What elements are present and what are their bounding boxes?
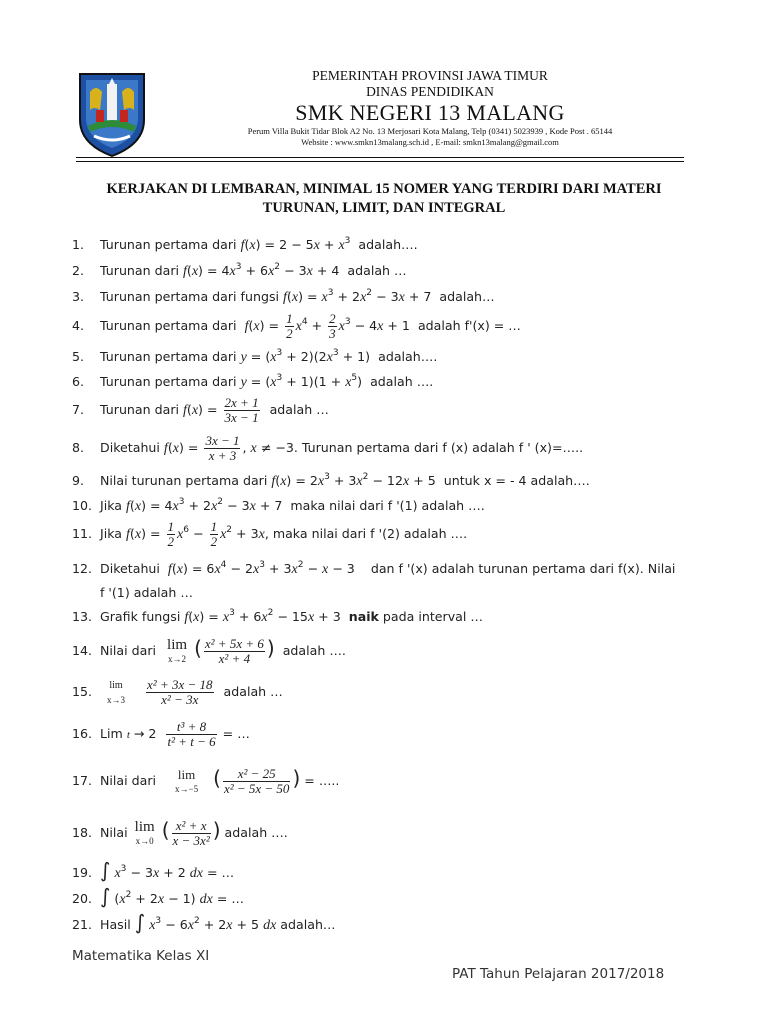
instruction-heading: KERJAKAN DI LEMBARAN, MINIMAL 15 NOMER YANG TERDIRI DARI MATERI TURUNAN, LIMIT, DAN INTEGRAL — [106, 181, 662, 216]
school-address: Perum Villa Bukit Tidar Blok A2 No. 13 Merjosari Kota Malang, Telp (0341) 5023939 , Kode Post . 65144 — [247, 126, 613, 136]
question-12-continuation: f '(1) adalah … — [100, 585, 193, 600]
header-rule-thick — [76, 157, 684, 158]
question-2: 2. Turunan dari $f(x) = 4x^3 + 6x^2 - 3x + 4$ adalah … — [72, 262, 407, 279]
question-21: 21. Hasil ∫ $x^3 - 6x^2 + 2x + 5$ dx adalah… — [72, 910, 336, 934]
letterhead — [150, 68, 710, 148]
question-8: 8. Diketahui f(x) = $\frac{3x - 1}{x + 3}$ , x ≠ −3. Turunan pertama dari f (x) adalah f ' (x)=….. — [72, 433, 584, 463]
department-title: DINAS PENDIDIKAN — [366, 84, 494, 99]
provincial-emblem-logo — [76, 70, 148, 158]
question-1: 1. Turunan pertama dari $f(x) = 2 - 5x + x^3$ adalah…. — [72, 236, 418, 253]
header-rule-thin — [76, 161, 684, 162]
footer-exam-year: PAT Tahun Pelajaran 2017/2018 — [452, 966, 665, 982]
gov-title: PEMERINTAH PROVINSI JAWA TIMUR — [312, 68, 548, 83]
footer-subject: Matematika Kelas XI — [72, 948, 210, 964]
question-10: 10. Jika $f(x) = 4x^3 + 2x^2 - 3x + 7$ maka nilai dari f '(1) adalah …. — [72, 497, 485, 514]
school-name: SMK NEGERI 13 MALANG — [295, 100, 565, 125]
question-13: 13. Grafik fungsi $f(x) = x^3 + 6x^2 - 15x + 3$ naik pada interval … — [72, 608, 483, 625]
question-7: 7. Turunan dari f(x) = $\frac{2x + 1}{3x - 1}$ adalah … — [72, 395, 329, 425]
question-20: 20. ∫ $(x^2 + 2x - 1)$ dx = … — [72, 884, 244, 908]
question-18: 18. Nilai lim x→0 ( $\frac{\text{x² + x}}{\text{x − 3x²}}$ ) adalah …. — [72, 818, 288, 848]
question-9: 9. Nilai turunan pertama dari $f(x) = 2x^3 + 3x^2 - 12x + 5$ untuk x = - 4 adalah…. — [72, 472, 590, 489]
question-15: 15. lim x→3 $\frac{\text{x² + 3x − 18}}{\text{x² − 3x}}$ adalah … — [72, 677, 283, 707]
school-website: Website : www.smkn13malang.sch.id , E-mail: smkn13malang@gmail.com — [301, 137, 559, 147]
question-14: 14. Nilai dari lim x→2 ( $\frac{\text{x² + 5x + 6}}{\text{x² + 4}}$ ) adalah …. — [72, 636, 346, 666]
question-17: 17. Nilai dari lim x→−5 ( $\frac{\text{x² − 25}}{\text{x² − 5x − 50}}$ ) = ….. — [72, 766, 340, 796]
question-5: 5. Turunan pertama dari $y = (x^3 + 2)(2x^3 + 1)$ adalah…. — [72, 348, 438, 365]
question-3: 3. Turunan pertama dari fungsi $f(x) = x^3 + 2x^2 - 3x + 7$ adalah… — [72, 288, 495, 305]
question-16: 16. Lim t → 2 $\frac{\text{t³ + 8}}{\text{t² + t − 6}}$ = … — [72, 719, 250, 749]
question-6: 6. Turunan pertama dari $y = (x^3 + 1)(1 + x^5)$ adalah …. — [72, 373, 434, 390]
question-19: 19. ∫ $x^3 - 3x + 2$ dx = … — [72, 858, 235, 882]
question-11: 11. Jika f(x) = $\frac{1}{2}$ $x^6$ − $\frac{1}{2}$ $x^2 + 3x$, maka nilai dari f '(2) adalah …. — [72, 519, 468, 549]
question-4: 4. Turunan pertama dari f(x) = $\frac{1}{2}$ $x^4$ + $\frac{2}{3}$ $x^3 - 4x + 1$ adalah f'(x) = … — [72, 311, 521, 341]
question-12: 12. Diketahui $f(x) = 6x^4 - 2x^3 + 3x^2 - x - 3$ dan f '(x) adalah turunan pertama dari f(x). Nilai — [72, 560, 676, 577]
